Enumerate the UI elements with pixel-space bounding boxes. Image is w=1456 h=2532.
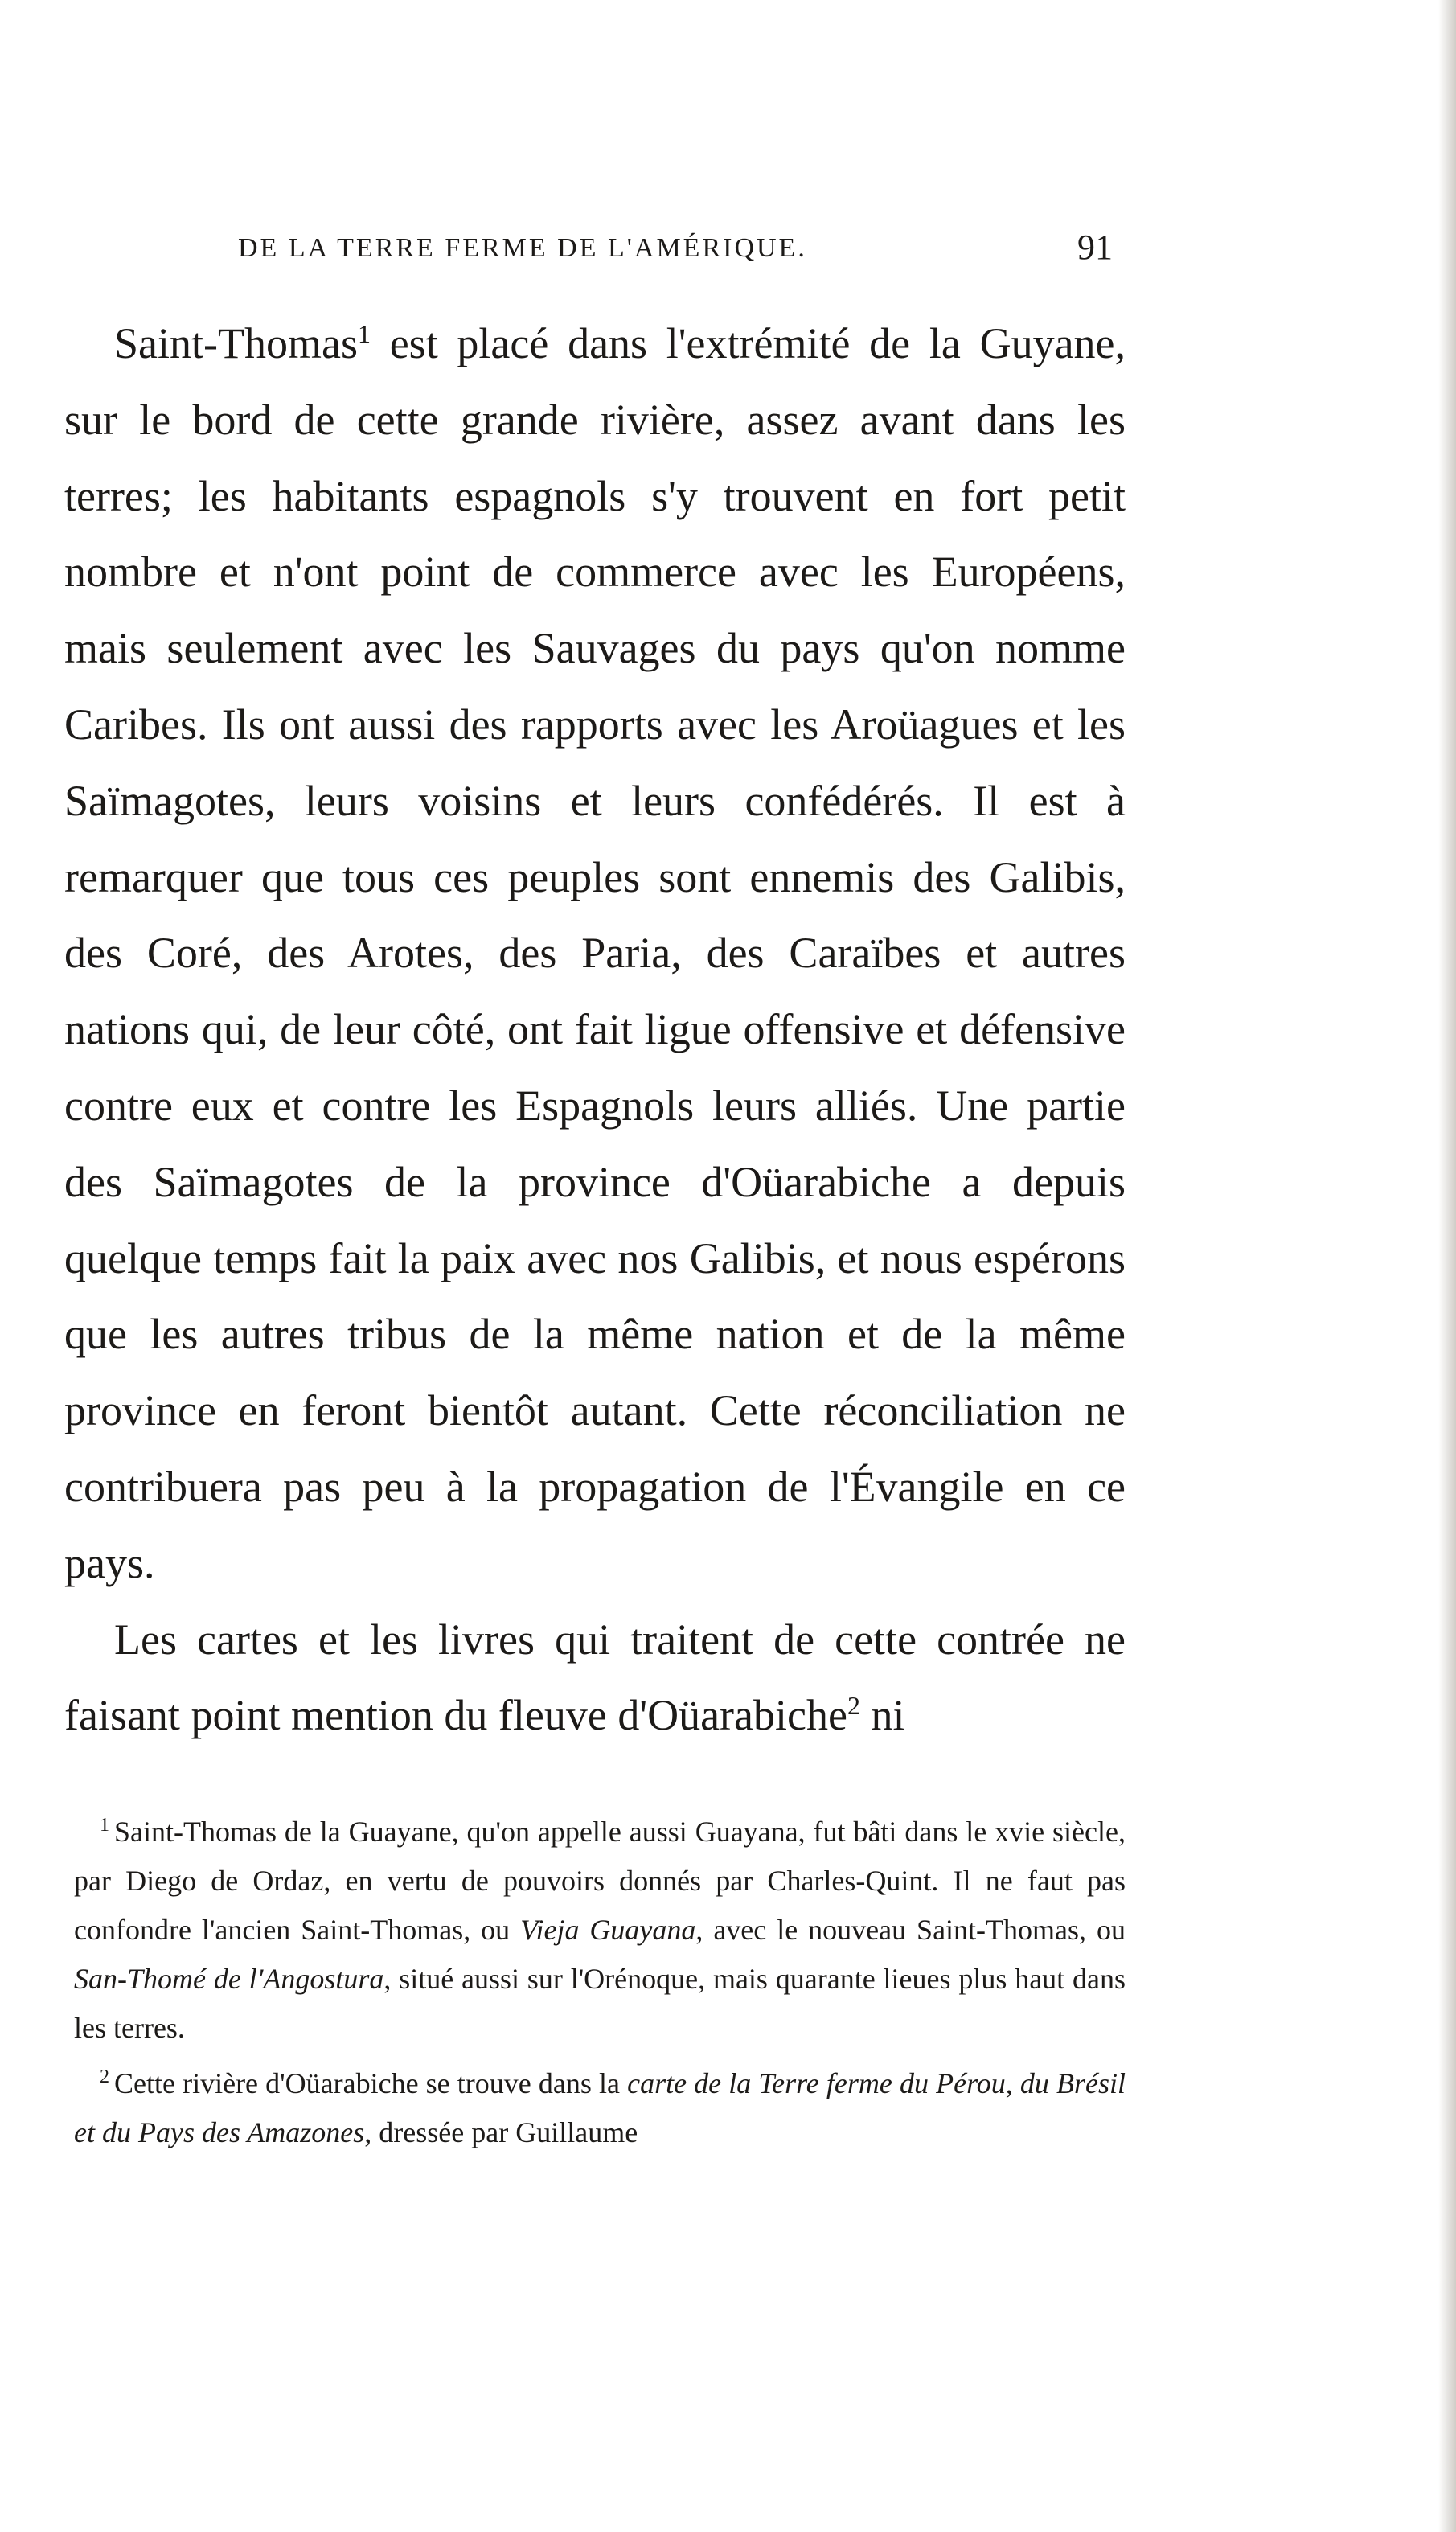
footnote-2-text-a: Cette rivière d'Oüarabiche se trouve dans la xyxy=(114,2067,628,2099)
paragraph-2-end: ni xyxy=(859,1691,905,1740)
footnote-1 xyxy=(74,1808,1126,2053)
footnote-1-text-b: , avec le nouveau Saint-Thomas, ou xyxy=(695,1914,1126,1946)
footnote-1-italic-2: San-Thomé de l'Angostura xyxy=(74,1963,384,1995)
footnote-2-italic-1: carte de la Terre ferme du Pérou, du Brésil et du Pays des Amazones xyxy=(74,2067,1126,2148)
paragraph-2-text: Les cartes et les livres qui traitent de cette contrée ne faisant point mention du fleuve d'Oüarabiche xyxy=(64,1615,1126,1740)
page-number: 91 xyxy=(1077,228,1113,267)
paragraph-1-text: est placé dans l'extrémité de la Guyane, sur le bord de cette grande rivière, assez avant dans les terres; les habitants espagnols s'y trouvent en fort petit nombre et n'ont point de commerce avec les Européens, mais seulement avec les Sauvages du pays qu'on nomme Caribes. Ils ont aussi des rapports avec les Aroüagues et les Saïmagotes, leurs voisins et leurs confédérés. Il est à remarquer que tous ces peuples sont ennemis des Galibis, des Coré, des Arotes, des Paria, des Caraïbes et autres nations qui, de leur côté, ont fait ligue offensive et défensive contre eux et contre les Espagnols leurs alliés. Une partie des Saïmagotes de la province d'Oüarabiche a depuis quelque temps fait la paix avec nos Galibis, et nous espérons que les autres tribus de la même nation et de la même province en feront bientôt autant. Cette réconciliation ne contribuera pas peu à la propagation de l'Évangile en ce pays. xyxy=(64,319,1126,1587)
footnote-1-italic-1: Vieja Guayana xyxy=(520,1914,696,1946)
main-text xyxy=(64,306,1126,1754)
footnote-ref-1: 1 xyxy=(357,319,371,348)
footnote-2 xyxy=(74,2059,1126,2157)
footnote-1-text-a: Saint-Thomas de la Guayane, qu'on appelle aussi Guayana, fut bâti dans le xvie siècle, par Diego de Ordaz, en vertu de pouvoirs donnés par Charles-Quint. Il ne faut pas confondre l'ancien Saint-Thomas, ou xyxy=(74,1816,1126,1946)
paragraph-1 xyxy=(64,306,1126,1602)
running-head: DE LA TERRE FERME DE L'AMÉRIQUE. xyxy=(238,233,807,263)
footnotes xyxy=(74,1808,1126,2157)
footnote-ref-2: 2 xyxy=(847,1691,860,1721)
footnote-1-mark: 1 xyxy=(100,1815,109,1836)
paragraph-2 xyxy=(64,1602,1126,1754)
footnote-2-mark: 2 xyxy=(100,2066,109,2087)
footnote-1-text-c: , situé aussi sur l'Orénoque, mais quarante lieues plus haut dans les terres. xyxy=(74,1963,1126,2044)
paragraph-1-start: Saint-Thomas xyxy=(114,319,358,367)
footnote-2-text-b: , dressée par Guillaume xyxy=(364,2116,638,2148)
page-edge-shadow xyxy=(1438,0,1456,2532)
